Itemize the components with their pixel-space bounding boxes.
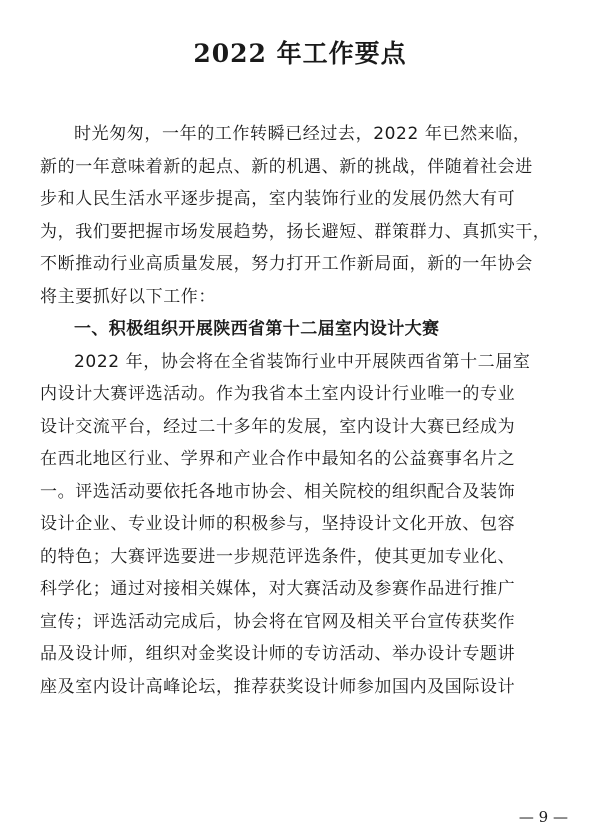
section-heading-block	[40, 313, 570, 346]
text-line: 科学化；通过对接相关媒体，对大赛活动及参赛作品进行推广	[40, 579, 516, 599]
text-line: 品及设计师，组织对金奖设计师的专访活动、举办设计专题讲	[40, 644, 516, 664]
document-body	[40, 118, 570, 703]
text-line: 宣传；评选活动完成后，协会将在官网及相关平台宣传获奖作	[40, 611, 516, 632]
text-line: 为，我们要把握市场发展趋势，扬长避短、群策群力、真抓实干，	[40, 221, 551, 242]
text-line: 时光匆匆，一年的工作转瞬已经过去，2022 年已然来临，	[74, 124, 531, 144]
text-line: 2022 年，协会将在全省装饰行业中开展陕西省第十二届室	[74, 351, 531, 372]
intro-paragraph	[40, 118, 570, 313]
text-line: 的特色；大赛评选要进一步规范评选条件，使其更加专业化、	[40, 546, 516, 567]
section-paragraph	[40, 346, 570, 704]
text-line: 将主要抓好以下工作：	[40, 286, 216, 307]
text-line: 座及室内设计高峰论坛，推荐获奖设计师参加国内及国际设计	[40, 676, 516, 697]
text-line: 设计企业、专业设计师的积极参与，坚持设计文化开放、包容	[40, 514, 516, 534]
text-line: 步和人民生活水平逐步提高，室内装饰行业的发展仍然大有可	[40, 189, 516, 209]
page-number: — 9 —	[518, 808, 568, 826]
text-line: 在西北地区行业、学界和产业合作中最知名的公益赛事名片之	[40, 449, 516, 469]
text-line: 不断推动行业高质量发展，努力打开工作新局面，新的一年协会	[40, 254, 533, 274]
text-line: 一。评选活动要依托各地市协会、相关院校的组织配合及装饰	[40, 481, 516, 502]
page-title: 2022 年工作要点	[193, 39, 407, 68]
section-heading: 一、积极组织开展陕西省第十二届室内设计大赛	[74, 319, 440, 339]
text-line: 新的一年意味着新的起点、新的机遇、新的挑战，伴随着社会进	[40, 156, 533, 177]
text-line: 设计交流平台，经过二十多年的发展，室内设计大赛已经成为	[40, 416, 516, 437]
text-line: 内设计大赛评选活动。作为我省本土室内设计行业唯一的专业	[40, 384, 516, 404]
